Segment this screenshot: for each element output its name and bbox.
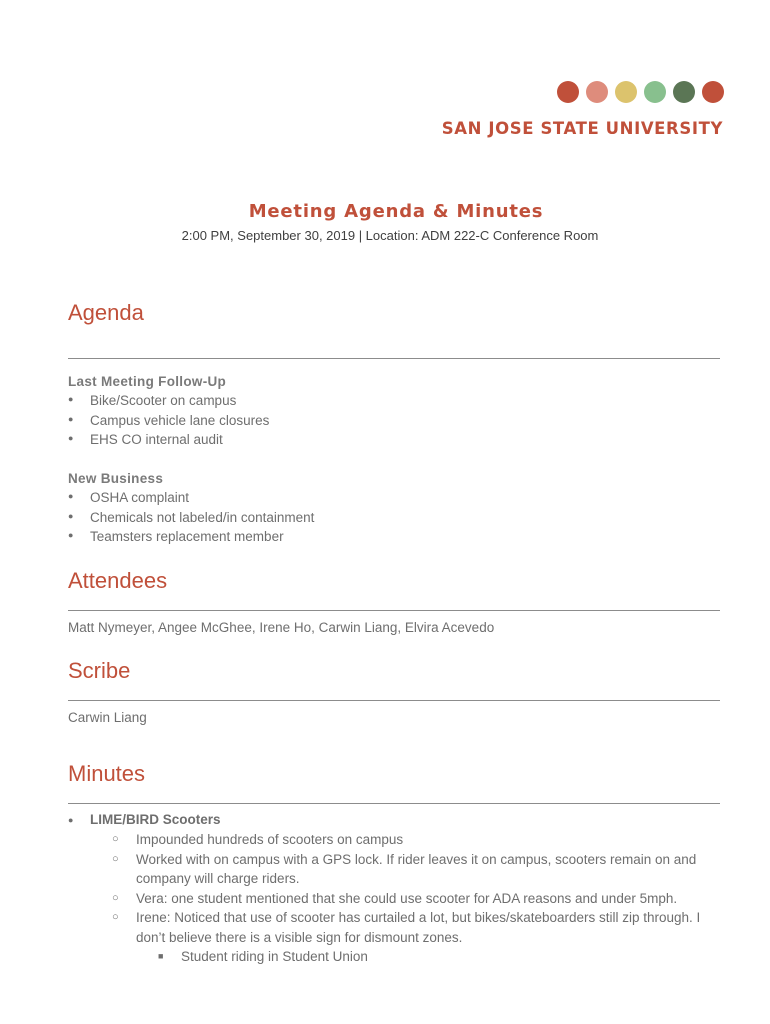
minutes-content — [68, 810, 728, 967]
agenda-list — [68, 490, 314, 549]
list-item: ● Campus vehicle lane closures — [68, 413, 269, 433]
list-item: ● EHS CO internal audit — [68, 432, 269, 452]
logo-dot — [615, 81, 637, 103]
attendees-list: Matt Nymeyer, Angee McGhee, Irene Ho, Carwin Liang, Elvira Acevedo — [68, 620, 495, 635]
minutes-list — [68, 830, 728, 947]
list-item: ○ Irene: Noticed that use of scooter has curtailed a lot, but bikes/skateboarders still zip through. I don’t believe there is a visible sign for dismount zones. — [68, 908, 728, 947]
list-item: ● OSHA complaint — [68, 490, 314, 510]
meeting-details: 2:00 PM, September 30, 2019 | Location: ADM 222-C Conference Room — [181, 228, 599, 243]
document-title: Meeting Agenda & Minutes — [248, 201, 544, 222]
minutes-topic: ● LIME/BIRD Scooters — [68, 810, 728, 830]
agenda-heading: Agenda — [68, 300, 144, 325]
list-item: ● Bike/Scooter on campus — [68, 393, 269, 413]
minutes-sublist — [68, 947, 728, 967]
scribe-name: Carwin Liang — [68, 710, 147, 725]
logo-dot — [644, 81, 666, 103]
divider — [68, 700, 720, 701]
list-item: ○ Worked with on campus with a GPS lock. If rider leaves it on campus, scooters remain on and company will charge riders. — [68, 850, 728, 889]
list-item: ○ Vera: one student mentioned that she could use scooter for ADA reasons and under 5mph. — [68, 889, 728, 909]
logo-dot — [586, 81, 608, 103]
divider — [68, 803, 720, 804]
list-item: ● Chemicals not labeled/in containment — [68, 510, 314, 530]
agenda-list — [68, 393, 269, 452]
divider — [68, 610, 720, 611]
attendees-heading: Attendees — [68, 568, 168, 593]
university-name: SAN JOSE STATE UNIVERSITY — [441, 119, 723, 138]
agenda-section-title: New Business — [68, 471, 164, 486]
minutes-heading: Minutes — [68, 761, 146, 786]
agenda-section-title: Last Meeting Follow-Up — [68, 374, 227, 389]
scribe-heading: Scribe — [68, 658, 131, 683]
logo-dot — [702, 81, 724, 103]
logo-dot — [673, 81, 695, 103]
list-item: ● Teamsters replacement member — [68, 529, 314, 549]
divider — [68, 358, 720, 359]
list-item: ○ Impounded hundreds of scooters on campus — [68, 830, 728, 850]
list-item: ■ Student riding in Student Union — [68, 947, 728, 967]
logo-dot — [557, 81, 579, 103]
